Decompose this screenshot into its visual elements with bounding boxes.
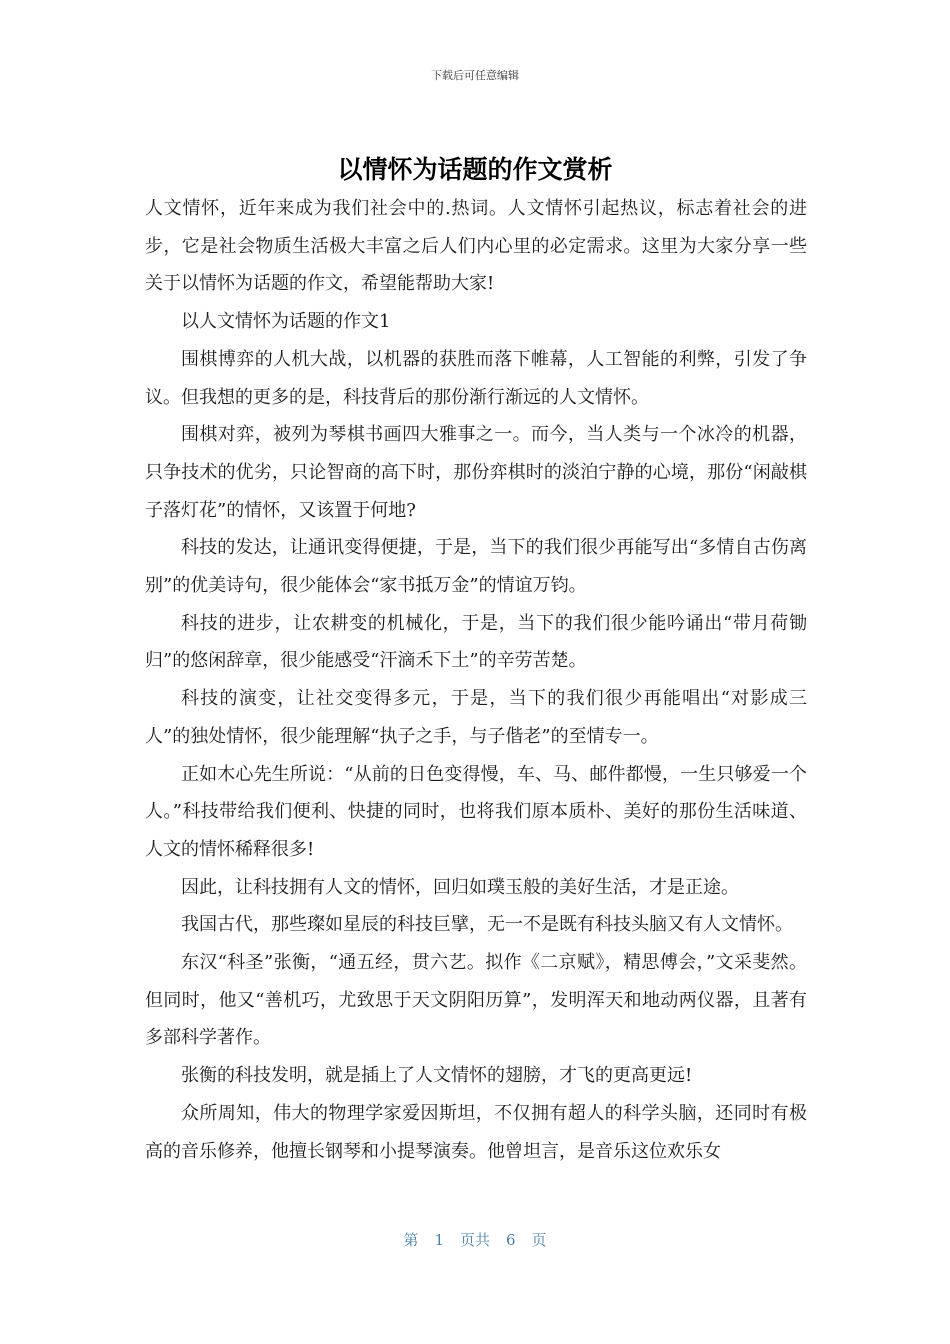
paragraph: 科技的演变，让社交变得多元，于是，当下的我们很少再能唱出“对影成三人”的独处情怀，很少能理解“执子之手，与子偕老”的至情专一。 bbox=[145, 688, 807, 747]
paragraph: 科技的发达，让通讯变得便捷，于是，当下的我们很少再能写出“多情自古伤离别”的优美诗句，很少能体会“家书抵万金”的情谊万钧。 bbox=[145, 537, 807, 597]
paragraph: 正如木心先生所说：“从前的日色变得慢，车、马、邮件都慢，一生只够爱一个人。”科技带给我们便利、快捷的同时，也将我们原本质朴、美好的那份生活味道、人文的情怀稀释很多! bbox=[145, 763, 807, 860]
section-heading: 以人文情怀为话题的作文1 bbox=[181, 311, 391, 333]
paragraph: 张衡的科技发明，就是插上了人文情怀的翅膀，才飞的更高更远! bbox=[181, 1065, 693, 1087]
paragraph-intro: 人文情怀，近年来成为我们社会中的.热词。人文情怀引起热议，标志着社会的进步，它是社会物质生活极大丰富之后人们内心里的必定需求。这里为大家分享一些关于以情怀为话题的作文，希望能帮助大家! bbox=[145, 198, 807, 295]
paragraph: 众所周知，伟大的物理学家爱因斯坦，不仅拥有超人的科学头脑，还同时有极高的音乐修养，他擅长钢琴和小提琴演奏。他曾坦言，是音乐这位欢乐女 bbox=[145, 1102, 807, 1162]
paragraph: 东汉“科圣”张衡，“通五经，贯六艺。拟作《二京赋》，精思傅会，”文采斐然。但同时，他又“善机巧，尤致思于天文阴阳历算”，发明浑天和地动两仪器，且著有多部科学著作。 bbox=[145, 952, 807, 1049]
footer-current-page: 1 bbox=[434, 1231, 444, 1249]
document-title: 以情怀为话题的作文赏析 bbox=[337, 155, 613, 184]
paragraph: 科技的进步，让农耕变的机械化，于是，当下的我们很少能吟诵出“带月荷锄归”的悠闲辞章，很少能感受“汗滴禾下土”的辛劳苦楚。 bbox=[145, 612, 807, 672]
footer-of-label: 页共 bbox=[459, 1231, 490, 1249]
footer-page-label: 第 bbox=[403, 1231, 419, 1249]
page-header-note: 下载后可任意编辑 bbox=[431, 69, 519, 82]
footer-pages-label: 页 bbox=[531, 1231, 547, 1249]
document-body bbox=[145, 190, 807, 1170]
paragraph: 围棋对弈，被列为琴棋书画四大雅事之一。而今，当人类与一个冰冷的机器，只争技术的优劣，只论智商的高下时，那份弈棋时的淡泊宁静的心境，那份“闲敲棋子落灯花”的情怀，又该置于何地? bbox=[145, 424, 807, 521]
footer-total-pages: 6 bbox=[506, 1231, 516, 1249]
page-footer bbox=[0, 1229, 950, 1250]
paragraph: 因此，让科技拥有人文的情怀，回归如璞玉般的美好生活，才是正途。 bbox=[181, 876, 739, 898]
paragraph: 围棋博弈的人机大战，以机器的获胜而落下帷幕，人工智能的利弊，引发了争议。但我想的更多的是，科技背后的那份渐行渐远的人文情怀。 bbox=[145, 348, 807, 408]
paragraph: 我国古代，那些璨如星辰的科技巨擘，无一不是既有科技头脑又有人文情怀。 bbox=[181, 914, 793, 936]
